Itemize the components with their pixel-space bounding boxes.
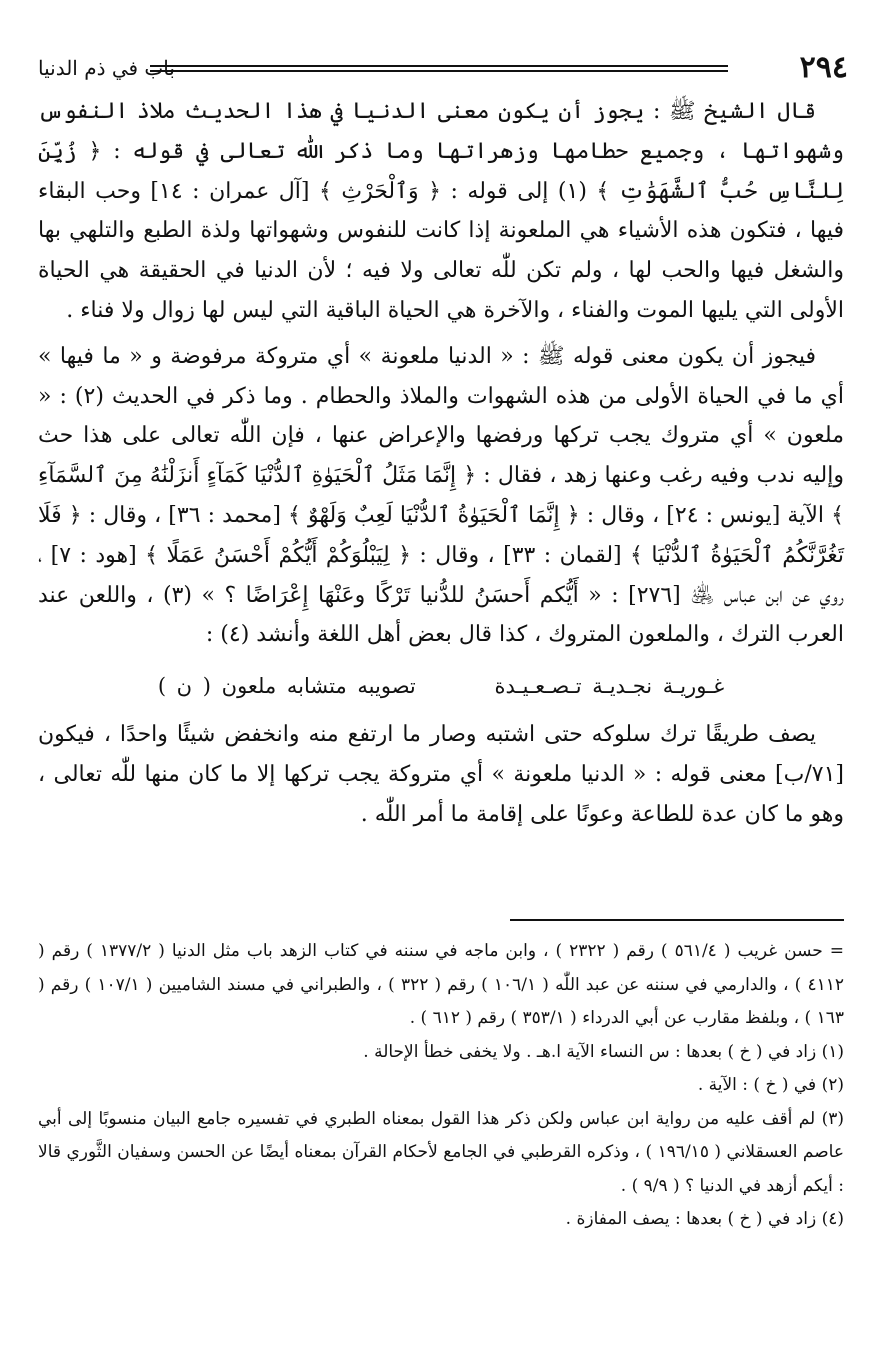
page-number: ٢٩٤ — [799, 50, 848, 85]
page-header — [32, 48, 848, 88]
footnote-separator — [510, 919, 844, 921]
verse-second-hemistich: تصويبه متشابه ملعون ( ن ) — [157, 674, 416, 699]
footnote-4: (٤) زاد في ( خ ) بعدها : يصف المفازة . — [565, 1209, 844, 1229]
footnote-3: (٣) لم أقف عليه من رواية ابن عباس ولكن ذكر هذا القول بمعناه الطبري في تفسيره جامع البيان منسوبًا إلى أبي عاصم العسقلاني ( ١٩٦/١٥ ) ، وذكره القرطبي في الجامع لأحكام القرآن بمعناه أيضًا عن الحسن وسفيان الثَّوري قالا : أيكم أزهد في الدنيا ؟ ( ٩/٩ ) . — [38, 1108, 844, 1196]
paragraph-3: يصف طريقًا ترك سلوكه حتى اشتبه وصار ما ارتفع منه وانخفض شيئًا واحدًا ، فيكون [٧١/ب] معنى قوله : « الدنيا ملعونة » أي متروكة يجب تركها إلا ما كان منها للّٰه تعالى ، وهو ما كان عدة للطاعة وعونًا على إقامة ما أمر اللّٰه . — [38, 721, 844, 827]
footnote-2: (٢) في ( خ ) : الآية . — [697, 1075, 844, 1095]
poetry-verse — [38, 667, 844, 707]
footnote-1: (١) زاد في ( خ ) بعدها : س النساء الآية ا.هـ . ولا يخفى خطأ الإحالة . — [363, 1041, 844, 1062]
paragraph-1: قال الشيخ ﷺ : يجوز أن يكون معنى الدنيا في هذا الحديث ملاذ النفوس وشهواتها ، وجميع حطامها وزهراتها وما ذكر اللّٰه تعالى في قوله : ﴿ زُيِّنَ لِلنَّاسِ حُبُّ ٱلشَّهَوَٰتِ ﴾ (١) إلى قوله : ﴿ وَٱلْحَرْثِ ﴾ [آل عمران : ١٤] وحب البقاء فيها ، فتكون هذه الأشياء هي الملعونة إذا كانت للنفوس وشهواتها ولذة الطبع والتلهي بها والشغل فيها والحب لها ، ولم تكن للّٰه تعالى ولا فيه ؛ لأن الدنيا في الحقيقة هي الحياة الأولى التي يليها الموت والفناء ، والآخرة هي الحياة الباقية التي ليس لها زوال ولا فناء . — [38, 99, 845, 323]
footnotes — [38, 935, 844, 1237]
footnote-continued: = حسن غريب ( ٥٦١/٤ ) رقم ( ٢٣٢٢ ) ، وابن ماجه في سننه في كتاب الزهد باب مثل الدنيا ( ١٣٧٧/٢ ) رقم ( ٤١١٢ ) ، والدارمي في سننه عن عبد اللّٰه ( ١٠٦/١ ) رقم ( ٣٢٢ ) ، والطبراني في مسند الشاميين ( ١٠٧/١ ) رقم ( ١٦٣ ) ، وبلفظ مقارب عن أبي الدرداء ( ٣٥٣/١ ) رقم ( ٦١٢ ) . — [38, 941, 844, 1028]
header-double-rule — [150, 65, 728, 72]
running-title: باب في ذم الدنيا — [38, 56, 175, 80]
paragraph-2: فيجوز أن يكون معنى قوله ﷺ : « الدنيا ملعونة » أي متروكة مرفوضة و « ما فيها » أي ما في الحياة الأولى من هذه الشهوات والملاذ والحطام . وما ذكر في الحديث (٢) : « ملعون » أي متروك يجب تركها ورفضها والإعراض عنها ، فإن اللّٰه تعالى على هذا حث وإليه ندب وفيه رغب وعنها زهد ، فقال : ﴿ إِنَّمَا مَثَلُ ٱلْحَيَوٰةِ ٱلدُّنْيَا كَمَآءٍ أَنزَلْنَٰهُ مِنَ ٱلسَّمَآءِ ﴾ الآية [يونس : ٢٤] ، وقال : ﴿ إِنَّمَا ٱلْحَيَوٰةُ ٱلدُّنْيَا لَعِبٌ وَلَهْوٌ ﴾ [محمد : ٣٦] ، وقال : ﴿ فَلَا تَغُرَّنَّكُمُ ٱلْحَيَوٰةُ ٱلدُّنْيَا ﴾ [لقمان : ٣٣] ، وقال : ﴿ لِيَبْلُوَكُمْ أَيُّكُمْ أَحْسَنُ عَمَلًا ﴾ [هود : ٧] ، روي عن ابن عباس ﵁ [٢٧٦] : « أَيُّكم أَحسَنُ للدُّنيا تَرْكًا وعَنْهَا إِعْرَاضًا ؟ » (٣) ، واللعن عند العرب الترك ، والملعون المتروك ، كذا قال بعض أهل اللغة وأنشد (٤) : — [38, 343, 845, 648]
main-text — [38, 92, 844, 834]
verse-first-hemistich: غـوريـة نجـديـة تـصـعـيـدة — [494, 674, 725, 699]
